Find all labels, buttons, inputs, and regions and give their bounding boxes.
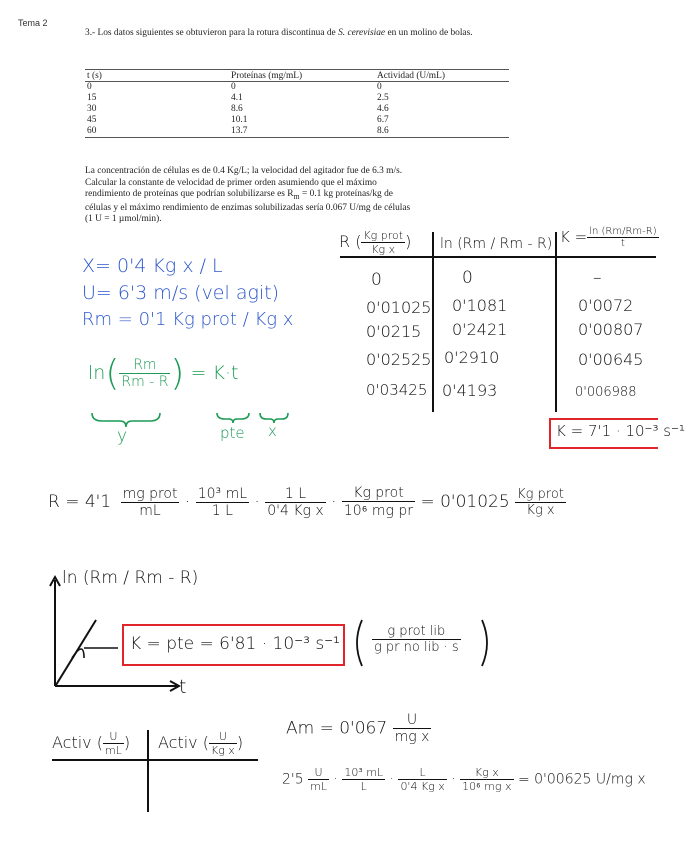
label-x: x [268, 422, 277, 440]
table-cell: 13.7 [229, 126, 375, 138]
fraction-denominator: mL [310, 780, 327, 793]
paren-left [357, 620, 362, 666]
header-text: R ( [339, 232, 362, 251]
fraction-numerator: Kg prot [363, 229, 404, 242]
result-cell: 0'02525 [366, 350, 432, 369]
header-text: ) [236, 733, 244, 752]
table-cell: 30 [87, 104, 97, 114]
table-cell: 8.6 [375, 126, 509, 138]
header-text: Activ ( [158, 733, 209, 752]
table-cell: 0 [377, 82, 382, 92]
am-conversion-lhs: 2'5 [282, 771, 304, 788]
label-y: y [117, 426, 128, 446]
paragraph-line: (1 U = 1 µmol/min). [85, 214, 162, 225]
result-cell: – [593, 268, 602, 288]
am-conversion: 2'5 $\frac{U}{mL}$ · $\frac{\text{10³ mL}}{L}$ · $\frac{L}{\text{0'4 Kg x}}$ · $\frac{\text{Kg x}}{\text{10⁶ mg x}}$ = 0'00625 U/mg x [282, 766, 646, 793]
fraction-denominator: mL [139, 502, 161, 519]
col-header-time: t (s) [85, 70, 229, 82]
fraction-numerator: 10³ mL [344, 766, 384, 779]
fraction-numerator: 1 L [265, 486, 325, 503]
fraction-numerator: Kg prot [342, 485, 415, 502]
result-cell: 0'00645 [578, 350, 644, 369]
slope-angle [72, 649, 84, 658]
results-header-ln: ln (Rm / Rm - R) [440, 236, 553, 252]
table-cell: 15 [87, 93, 97, 103]
header-text: K = [560, 228, 588, 246]
paragraph-text: = 0.1 kg proteínas/kg de [299, 189, 393, 200]
results-header-k [560, 226, 659, 249]
fraction-denominator: mg x [394, 729, 430, 745]
fraction-numerator: L [398, 766, 446, 780]
fraction-numerator: U [393, 712, 432, 729]
fraction-denominator: Rm - R [121, 374, 169, 390]
problem-intro-end: en un molino de bolas. [385, 28, 473, 38]
fraction-numerator: 10³ mL [197, 485, 248, 502]
table-cell: 0 [231, 82, 236, 92]
header-text: ) [405, 232, 412, 251]
paragraph-line: Calcular la constante de velocidad de primer orden asumiendo que el máximo [85, 177, 377, 188]
fraction-numerator: ln (Rm/Rm-R) [589, 226, 657, 237]
fraction-numerator: Kg x [460, 766, 513, 780]
paragraph-line: células y el máximo rendimiento de enzimas solubilizadas sería 0.067 U/mg de células [85, 202, 411, 213]
average-k: K = 7'1 · 10⁻³ s⁻¹ [556, 422, 685, 440]
k-units [372, 624, 461, 655]
result-cell: 0'0072 [578, 296, 634, 315]
fraction-numerator: U [103, 730, 124, 744]
table-cell: 8.6 [231, 104, 243, 114]
brace-y [92, 413, 160, 427]
result-cell: 0'01025 [366, 298, 432, 317]
paragraph-line: La concentración de células es de 0.4 Kg/L; la velocidad del agitador fue de 6.3 m/s. [85, 166, 403, 176]
result-cell: 0'03425 [366, 381, 428, 399]
result-cell: 0'2421 [452, 320, 508, 339]
table-cell: 4.6 [377, 104, 389, 114]
given-x: X= 0'4 Kg x / L [82, 255, 223, 277]
fraction-denominator: 10⁶ mg x [462, 780, 512, 793]
am-value [286, 712, 431, 745]
result-cell: 0 [371, 270, 382, 290]
problem-intro: 3.- Los datos siguientes se obtuvieron para la rotura discontinua de [85, 28, 339, 38]
fraction-denominator: 0'4 Kg x [267, 502, 324, 519]
table-cell: 2.5 [377, 93, 389, 103]
table-cell: 0 [87, 82, 92, 92]
fraction-denominator: 0'4 Kg x [400, 780, 445, 793]
fraction-denominator: L [360, 780, 367, 793]
ln-symbol: ln [88, 362, 106, 384]
fraction-denominator: Kg x [210, 744, 235, 757]
am-text: Am = 0'067 [286, 718, 388, 739]
fraction-numerator: U [209, 730, 237, 744]
label-pte: pte [220, 424, 245, 442]
model-rhs: = K·t [190, 362, 239, 384]
fraction-denominator: t [620, 238, 625, 249]
fraction-denominator: mL [104, 744, 122, 757]
model-equation: ln( $\frac{Rm}{Rm - R}$ ) = K·t [88, 353, 239, 394]
col-header-proteins: Proteínas (mg/mL) [229, 70, 375, 82]
result-cell: 0'4193 [442, 381, 498, 400]
given-u: U= 6'3 m/s (vel agit) [82, 282, 280, 304]
table-cell: 60 [85, 126, 229, 138]
paragraph-text: rendimiento de proteínas que podrían solubilizarse es R [85, 189, 294, 200]
species-name: S. cerevisiae [338, 28, 386, 38]
conversion-result: = 0'01025 [420, 492, 510, 512]
header-text: Activ ( [52, 733, 103, 752]
col-header-activity: Actividad (U/mL) [375, 70, 509, 82]
fraction-denominator: 10⁶ mg pr [343, 503, 414, 519]
fraction-numerator: g prot lib [372, 624, 461, 640]
fraction-denominator: 1 L [211, 502, 233, 519]
fraction-numerator: mg prot [122, 485, 178, 502]
conversion-equation: R = 4'1 $\frac{\text{mg prot}}{mL}$ · $\frac{\text{10³ mL}}{1 L}$ · $\frac{1 L}{\text{0'4 Kg x}}$ · $\frac{\text{Kg prot}}{\text{10⁶ mg pr}}$ = 0'01025 $\frac{\text{Kg prot}}{\text{Kg x}}$ [48, 485, 564, 519]
given-rm: Rm = 0'1 Kg prot / Kg x [82, 309, 294, 330]
fraction-numerator: Rm [119, 357, 170, 374]
am-conversion-result: = 0'00625 U/mg x [517, 771, 646, 788]
results-header-r [339, 229, 411, 256]
result-cell: 0'0215 [366, 322, 422, 341]
plot-x-label: t [179, 676, 187, 698]
result-cell: 0'00807 [578, 320, 644, 339]
table-cell: 10.1 [231, 115, 248, 125]
subscript: m [293, 192, 300, 202]
header-text: ) [123, 733, 131, 752]
result-cell: 0'1081 [452, 296, 508, 315]
brace-pte [217, 413, 249, 423]
fraction-denominator: g pr no lib · s [374, 640, 459, 655]
activity-col2-header [158, 730, 243, 757]
fraction-denominator: Kg x [371, 243, 396, 256]
plot-y-label: ln (Rm / Rm - R) [62, 568, 199, 588]
fraction-numerator: U [308, 766, 329, 780]
fraction-numerator: Kg prot [517, 486, 564, 502]
page-header: Tema 2 [18, 18, 48, 28]
activity-col1-header [52, 730, 130, 757]
k-result: K = pte = 6'81 · 10⁻³ s⁻¹ [130, 634, 340, 654]
table-cell: 4.1 [231, 93, 243, 103]
fraction-denominator: Kg x [526, 502, 555, 518]
result-cell: 0 [462, 268, 473, 288]
table-cell: 6.7 [377, 115, 389, 125]
paren-right [482, 620, 487, 666]
table-cell: 45 [87, 115, 97, 125]
result-cell: 0'2910 [444, 348, 500, 367]
conversion-lhs: R = 4'1 [48, 492, 112, 512]
result-cell: 0'006988 [575, 385, 637, 400]
